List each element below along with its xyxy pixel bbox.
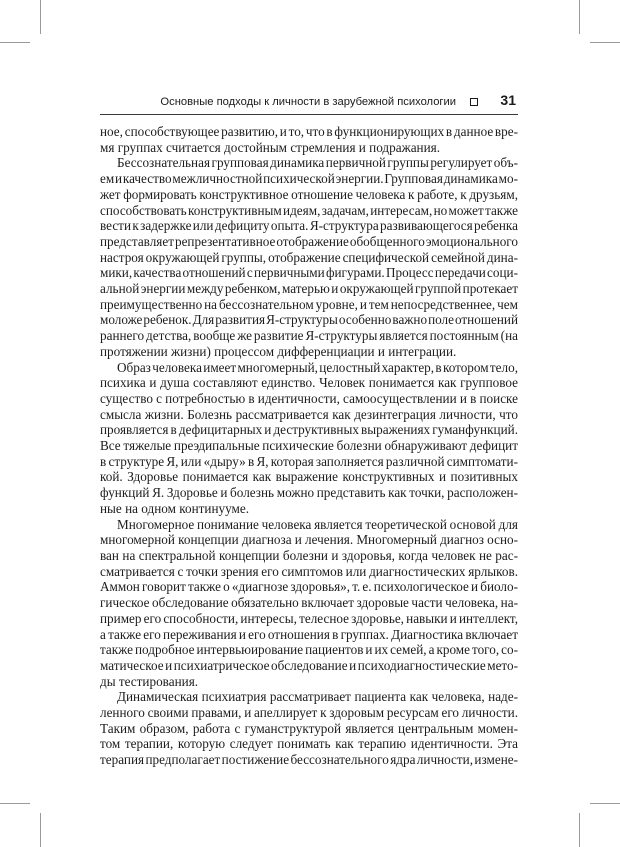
text-line: мики, качества отношений с первичными фигурами. Процесс передачи соци- [100, 265, 518, 281]
text-line: раннего детства, вообще же развитие Я-структуры является постоянным (на [100, 328, 518, 344]
text-line: матическое и психиатрическое обследование и психодиагностические мето- [100, 657, 518, 673]
paragraph-4 [100, 517, 518, 690]
text-line: Аммон говорит также о «диагнозе здоровья», т. е. психологическое и биоло- [100, 579, 518, 595]
text-line: том терапии, которую следует понимать как терапию идентичности. Эта [100, 736, 518, 752]
text-line: альной энергии между ребенком, матерью и окружающей группой протекает [100, 281, 518, 297]
text-line: Таким образом, работа с гуманструктурой является центральным момен- [100, 720, 518, 736]
text-line: кой. Здоровье понимается как выражение конструктивных и позитивных [100, 469, 518, 485]
running-title: Основные подходы к личности в зарубежной психологии [160, 96, 456, 108]
text-line: терапия предполагает постижение бессознательного ядра личности, измене- [100, 752, 518, 768]
crop-mark-bottom-right-horizontal [590, 803, 620, 804]
text-line: Многомерное понимание человека является теоретической основой для [117, 516, 518, 532]
crop-mark-bottom-right-vertical [579, 813, 580, 847]
text-line: также подробное интервьюирование пациентов и их семей, а кроме того, со- [100, 642, 518, 658]
text-line: моложе ребенок. Для развития Я-структуры особенно важно поле отношений [100, 312, 518, 328]
text-line: проявляется в дефицитарных и деструктивных выражениях гуманфункций. [100, 422, 518, 438]
text-line: Все тяжелые преэдипальные психические болезни обнаруживают дефицит [100, 438, 518, 454]
text-line: в структуре Я, или «дыру» в Я, которая заполняется различной симптомати- [100, 453, 518, 469]
text-line: ван на спектральной концепции болезни и здоровья, когда человек не рас- [100, 547, 518, 563]
text-line: протяжении жизни) процессом дифференциации и интеграции. [100, 343, 457, 359]
crop-mark-top-left-vertical [40, 0, 41, 34]
text-line: смысла жизни. Болезнь рассматривается как дезинтеграция личности, что [100, 406, 518, 422]
text-line: способствовать конструктивным идеям, задачам, интересам, но может также [100, 202, 518, 218]
text-line: существо с потребностью в идентичности, самоосуществлении и в поиске [100, 390, 518, 406]
text-line: психика и душа составляют единство. Человек понимается как групповое [100, 375, 518, 391]
text-line: ленного своими правами, и апеллирует к здоровым ресурсам его личности. [100, 705, 518, 721]
text-line: функций Я. Здоровье и болезнь можно представить как точки, расположен- [100, 485, 518, 501]
paragraph-5 [100, 689, 518, 768]
crop-mark-top-right-vertical [579, 0, 580, 34]
body-text [100, 124, 518, 768]
text-line: настроя окружающей группы, отображение специфической семейной дина- [100, 249, 518, 265]
text-line: ем и качество межличностной психической энергии. Групповая динамика мо- [100, 171, 518, 187]
text-line: ды тестирования. [100, 673, 199, 689]
text-line: гическое обследование обязательно включает здоровые части человека, на- [100, 595, 518, 611]
paragraph-2 [100, 155, 518, 359]
text-line: Динамическая психиатрия рассматривает пациента как человека, наде- [117, 689, 518, 705]
text-line: многомерной концепции диагноза и лечения. Многомерный диагноз осно- [100, 532, 518, 548]
text-line: пример его способности, интересы, телесное здоровье, навыки и интеллект, [100, 610, 518, 626]
crop-mark-bottom-left-vertical [40, 813, 41, 847]
text-line: сматривается с точки зрения его симптомов или диагностических ярлыков. [100, 563, 518, 579]
crop-mark-top-right-horizontal [590, 42, 620, 43]
text-line: Образ человека имеет многомерный, целостный характер, в котором тело, [117, 359, 518, 375]
text-line: ные на одном континууме. [100, 500, 250, 516]
text-line: представляет репрезентативное отображение обобщенного эмоционального [100, 233, 518, 249]
crop-mark-top-left-horizontal [0, 42, 30, 43]
text-line: преимущественно на бессознательном уровне, и тем непосредственнее, чем [100, 296, 518, 312]
text-line: а также его переживания и его отношения в группах. Диагностика включает [100, 626, 518, 642]
square-icon [470, 98, 478, 106]
text-line: жет формировать конструктивное отношение человека к работе, к друзьям, [100, 186, 518, 202]
text-line: Бессознательная групповая динамика первичной группы регулирует объ- [117, 155, 518, 171]
text-line: ное, способствующее развитию, и то, что в функционирующих в данное вре- [100, 124, 518, 139]
page-number: 31 [500, 92, 516, 108]
page-header [100, 92, 518, 115]
text-line: вести к задержке или дефициту опыта. Я-структура развивающегося ребенка [100, 218, 518, 234]
paragraph-1 [100, 124, 518, 155]
crop-mark-bottom-left-horizontal [0, 803, 30, 804]
text-line: мя группах считается достойным стремления и подражания. [100, 139, 441, 155]
paragraph-3 [100, 360, 518, 517]
